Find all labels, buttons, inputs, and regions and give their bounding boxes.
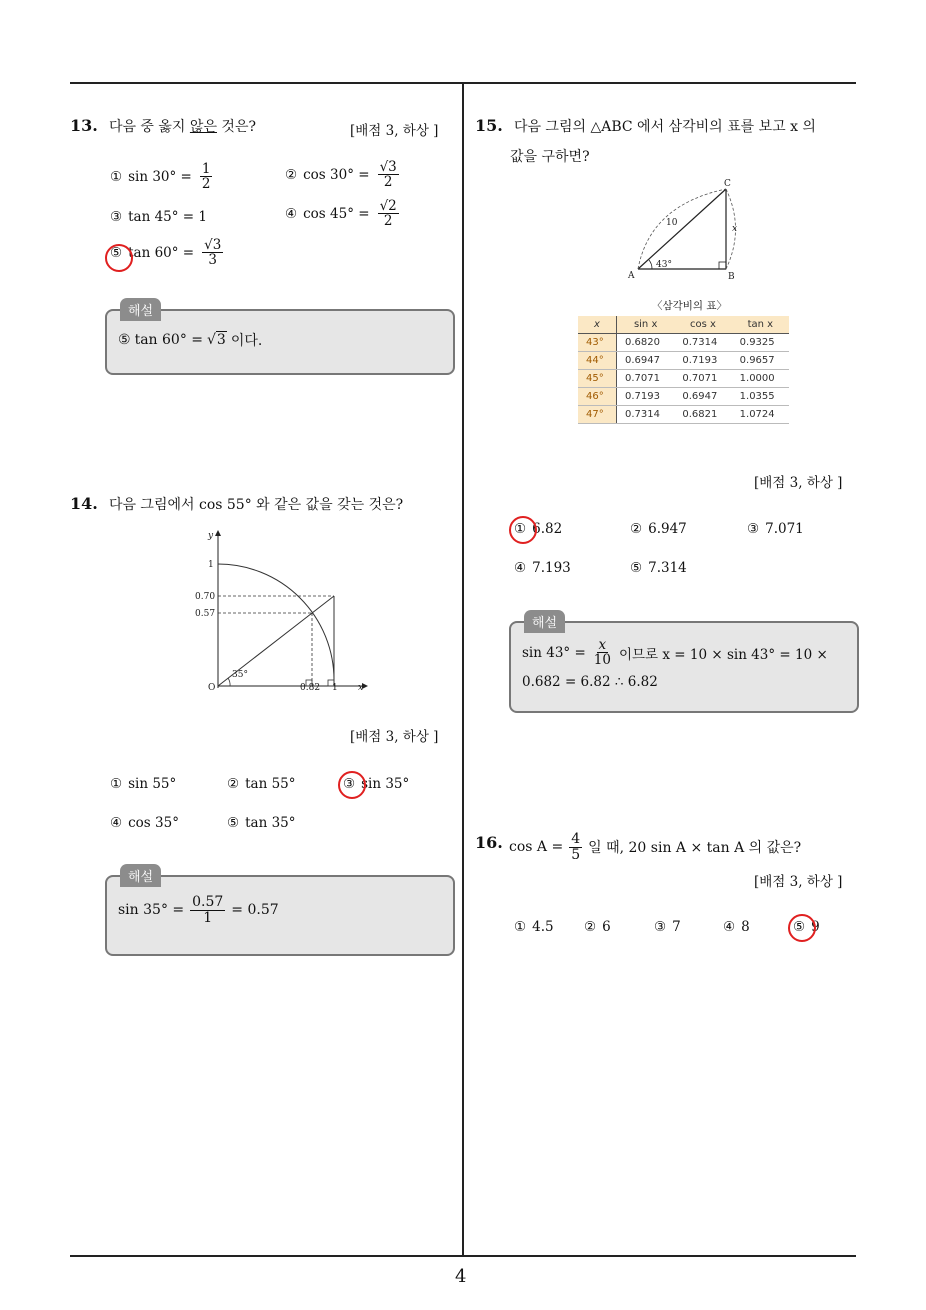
answer-circle	[509, 516, 537, 544]
question-text: 다음 그림의 △ABC 에서 삼각비의 표를 보고 x 의	[513, 119, 816, 135]
option-5[interactable]: ⑤ tan 35°	[227, 815, 296, 831]
question-number: 14.	[70, 494, 98, 513]
solution-tag: 해설	[120, 298, 161, 321]
option-5[interactable]: ⑤ tan 60° = $\frac{√3}{3}$	[110, 237, 222, 269]
tick-082: 0.82	[300, 683, 321, 693]
y-axis-label: y	[208, 531, 214, 541]
option-1[interactable]: ① sin 55°	[110, 776, 177, 792]
hypotenuse-label: 10	[666, 218, 678, 228]
triangle-figure	[620, 175, 750, 285]
score-label: [배점 3, 하상 ]	[754, 475, 843, 491]
vertex-a: A	[628, 271, 635, 281]
solution-text: ⑤ tan 60° = √3 이다.	[118, 332, 263, 349]
angle-label: 43°	[656, 260, 672, 270]
question-16-text: cos A = $\frac{4}{5}$ 일 때, 20 sin A × tan A 의 값은?	[509, 831, 802, 863]
vertex-c: C	[724, 179, 731, 189]
solution-text: sin 43° = $\frac{x}{10}$ 이므로 x = 10 × sin 43° = 10 ×	[522, 637, 828, 669]
x-axis-label: x	[358, 683, 364, 693]
score-label: [배점 3, 하상 ]	[754, 874, 843, 890]
option-2[interactable]: ② 6	[584, 919, 611, 935]
option-5[interactable]: ⑤ 9	[793, 919, 820, 935]
question-13	[70, 116, 256, 136]
table-row: 45° 0.7071 0.7071 1.0000	[578, 370, 789, 388]
answer-circle	[338, 771, 366, 799]
option-2[interactable]: ② 6.947	[630, 521, 687, 537]
table-caption: 〈삼각비의 표〉	[652, 300, 728, 312]
table-header-row	[578, 316, 789, 334]
page-number: 4	[455, 1266, 467, 1287]
option-3[interactable]: ③ sin 35°	[343, 776, 410, 792]
option-2[interactable]: ② tan 55°	[227, 776, 296, 792]
unit-circle-figure	[190, 528, 380, 698]
question-text: 다음 그림에서 cos 55° 와 같은 값을 갖는 것은?	[108, 497, 404, 513]
question-number: 15.	[475, 116, 503, 135]
question-text: 다음 중 옳지 않은 것은?	[108, 119, 256, 135]
question-text-line2: 값을 구하면?	[510, 149, 590, 165]
bottom-rule	[70, 1255, 856, 1257]
option-4[interactable]: ④ 7.193	[514, 560, 571, 576]
answer-circle	[788, 914, 816, 942]
score-label: [배점 3, 하상 ]	[350, 729, 439, 745]
angle-label: 35°	[232, 670, 248, 680]
solution-tag: 해설	[120, 864, 161, 887]
question-16-number: 16.	[475, 833, 503, 852]
option-2[interactable]: ② cos 30° = $\frac{√3}{2}$	[285, 159, 397, 191]
score-label: [배점 3, 하상 ]	[350, 123, 439, 139]
header-cell: sin x	[616, 316, 674, 334]
origin-label: O	[208, 683, 216, 693]
table-row: 47° 0.7314 0.6821 1.0724	[578, 406, 789, 424]
tick-1-x: 1	[332, 683, 338, 693]
answer-circle	[105, 244, 133, 272]
solution-text-line2: 0.682 = 6.82 ∴ 6.82	[522, 674, 658, 690]
vertex-b: B	[728, 272, 735, 282]
option-1[interactable]: ① 6.82	[514, 521, 563, 537]
option-4[interactable]: ④ 8	[723, 919, 750, 935]
column-divider	[462, 84, 464, 1256]
option-3[interactable]: ③ 7.071	[747, 521, 804, 537]
solution-text: sin 35° = $\frac{0.57}{1}$ = 0.57	[118, 894, 279, 926]
tick-057: 0.57	[195, 609, 216, 619]
option-5[interactable]: ⑤ 7.314	[630, 560, 687, 576]
option-1[interactable]: ① sin 30° = $\frac{1}{2}$	[110, 161, 211, 193]
header-cell: cos x	[674, 316, 731, 334]
tick-1-y: 1	[208, 560, 214, 570]
option-1[interactable]: ① 4.5	[514, 919, 554, 935]
option-4[interactable]: ④ cos 45° = $\frac{√2}{2}$	[285, 198, 397, 230]
table-row: 44° 0.6947 0.7193 0.9657	[578, 352, 789, 370]
question-15	[475, 116, 816, 136]
option-4[interactable]: ④ cos 35°	[110, 815, 179, 831]
option-3[interactable]: ③ tan 45° = 1	[110, 209, 207, 225]
tick-070: 0.70	[195, 592, 216, 602]
header-cell: tan x	[732, 316, 789, 334]
table-row: 46° 0.7193 0.6947 1.0355	[578, 388, 789, 406]
option-3[interactable]: ③ 7	[654, 919, 681, 935]
question-14	[70, 494, 403, 514]
trig-table	[578, 316, 789, 424]
table-row: 43° 0.6820 0.7314 0.9325	[578, 334, 789, 352]
side-x-label: x	[732, 224, 738, 234]
header-cell: x	[578, 316, 616, 334]
question-number: 13.	[70, 116, 98, 135]
solution-tag: 해설	[524, 610, 565, 633]
